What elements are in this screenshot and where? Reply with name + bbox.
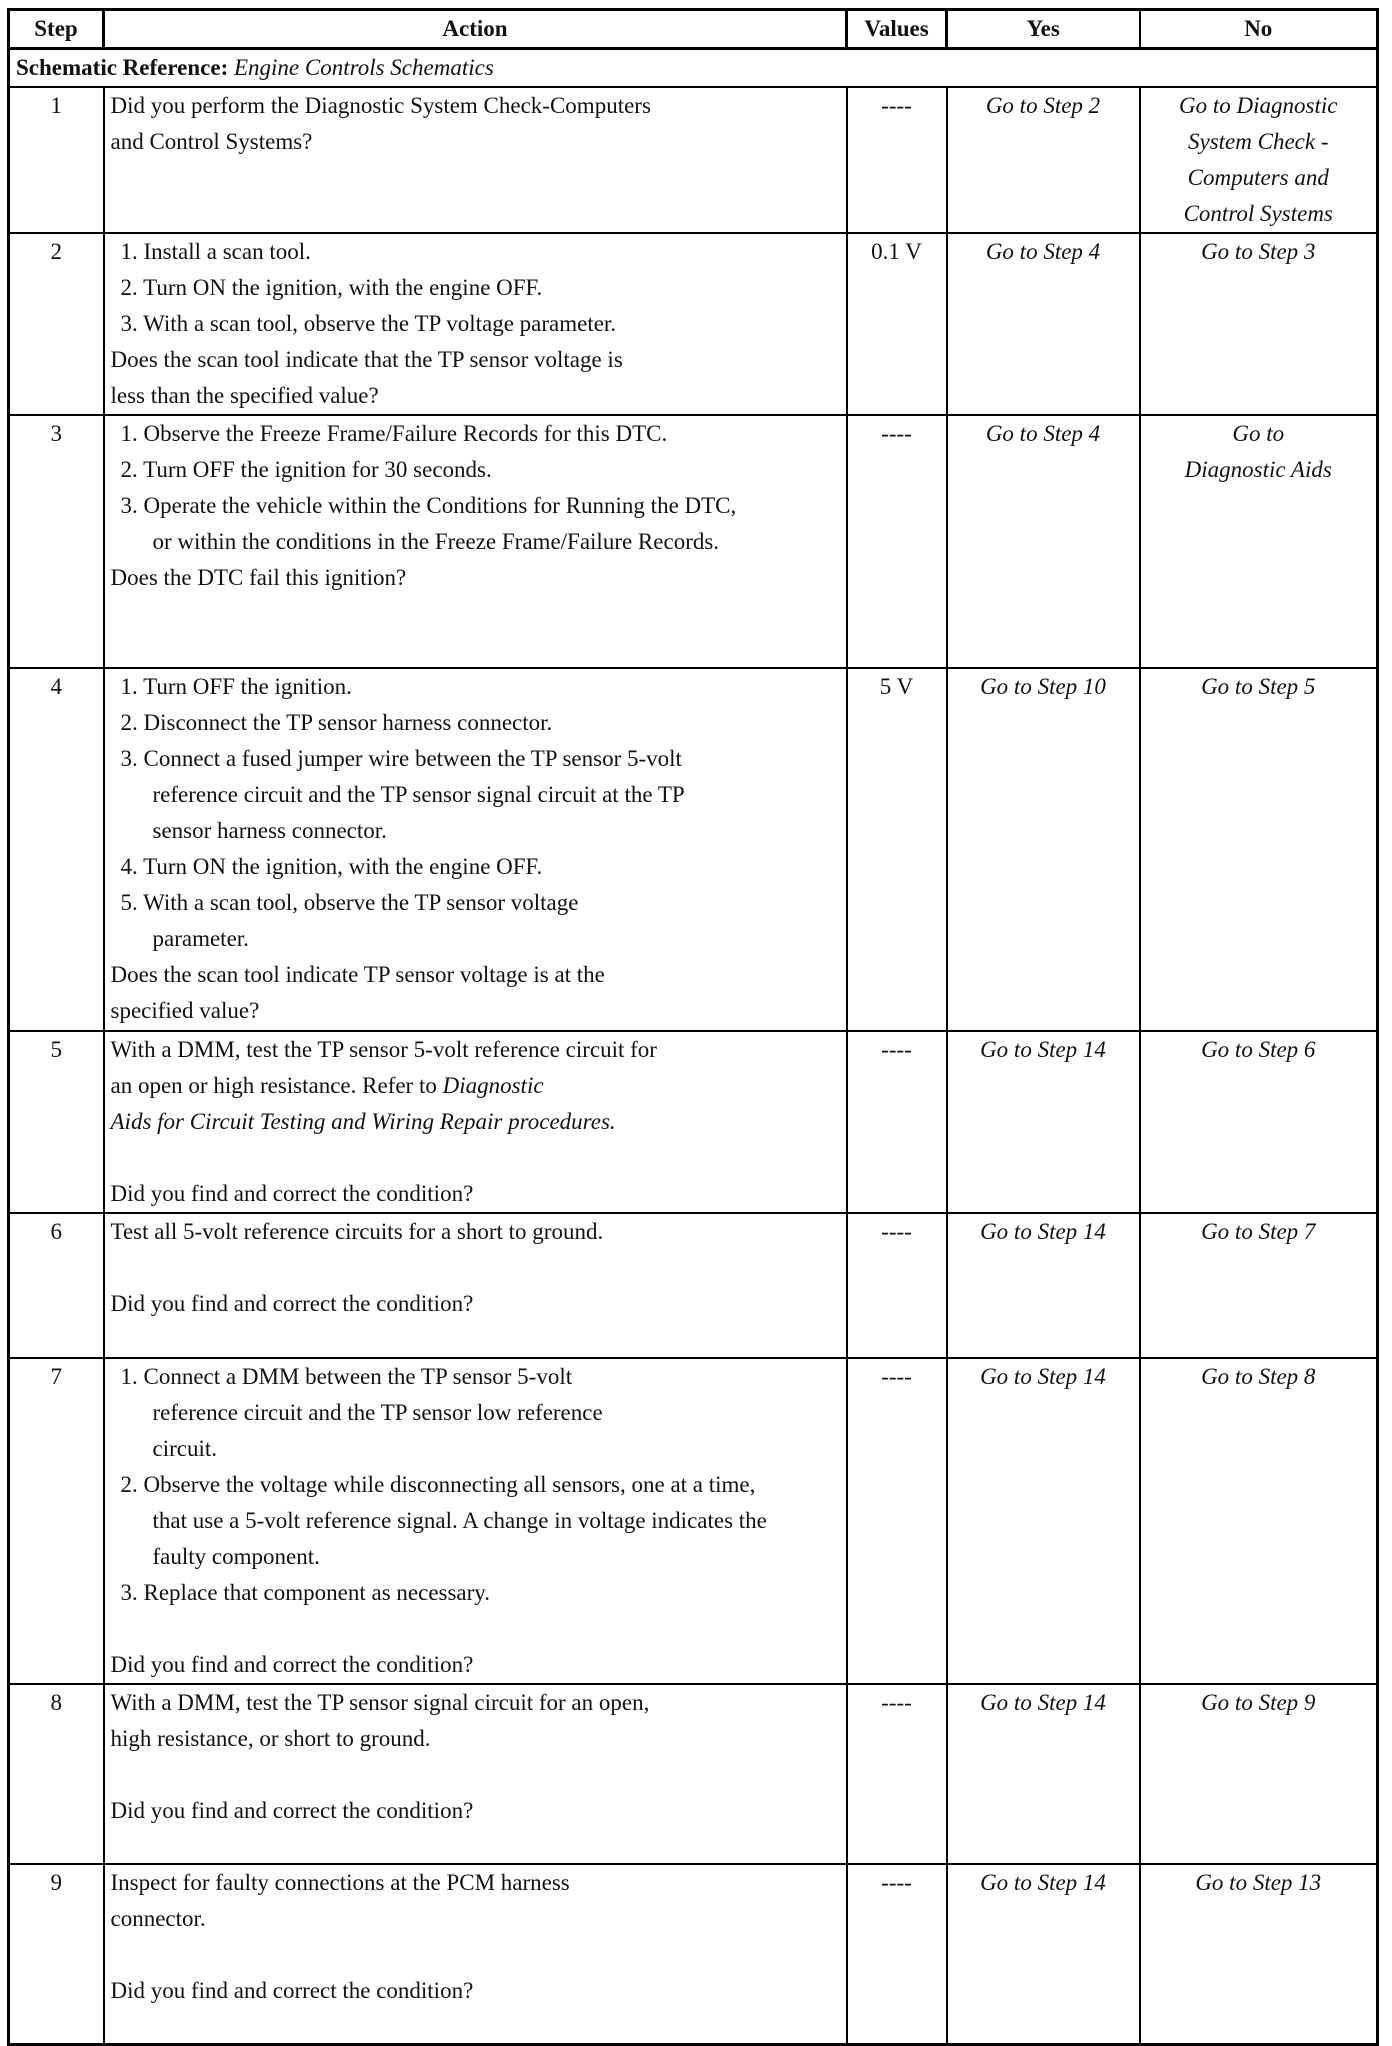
diagnostic-table (7, 8, 1379, 2046)
action-cell (104, 87, 847, 233)
table-row (9, 233, 1378, 415)
yes-link[interactable]: Go to Step 14 (947, 1358, 1140, 1684)
schematic-label: Schematic Reference: (16, 55, 229, 80)
value-cell: ---- (847, 1358, 947, 1684)
step-item: 2. Disconnect the TP sensor harness connector. (120, 710, 553, 735)
no-link[interactable]: Go to Step 5 (1140, 668, 1378, 1031)
procedure-link[interactable]: Aids for Circuit Testing and Wiring Repair procedures. (110, 1109, 616, 1134)
question-line: Did you find and correct the condition? (110, 1652, 474, 1677)
header-action: Action (104, 10, 847, 49)
schematic-row (9, 49, 1378, 88)
yes-link[interactable]: Go to Step 14 (947, 1031, 1140, 1213)
question-line: Does the scan tool indicate that the TP sensor voltage is (110, 347, 623, 372)
question-line: Does the DTC fail this ignition? (110, 565, 407, 590)
step-item: 5. With a scan tool, observe the TP sensor voltage parameter. (120, 890, 579, 951)
step-item: 1. Connect a DMM between the TP sensor 5-volt reference circuit and the TP sensor low reference circuit. (120, 1364, 603, 1461)
value-cell: 0.1 V (847, 233, 947, 415)
yes-link[interactable]: Go to Step 14 (947, 1213, 1140, 1358)
diagnostic-aids-link[interactable]: Diagnostic (442, 1073, 544, 1098)
action-cell (104, 415, 847, 668)
action-cell (104, 1213, 847, 1358)
step-list (111, 1359, 840, 1611)
value-cell: ---- (847, 1864, 947, 2044)
value-cell: 5 V (847, 668, 947, 1031)
text-line: high resistance, or short to ground. (110, 1726, 431, 1751)
no-link[interactable]: Go to Step 6 (1140, 1031, 1378, 1213)
action-cell (104, 1358, 847, 1684)
step-list (111, 416, 840, 560)
action-cell (104, 668, 847, 1031)
text-line (111, 1068, 840, 1104)
question-line: less than the specified value? (110, 383, 379, 408)
spacer (111, 1611, 840, 1647)
question-line: and Control Systems? (110, 129, 313, 154)
table-row (9, 1213, 1378, 1358)
text-line-plain: an open or high resistance. Refer to (110, 1073, 437, 1098)
action-cell (104, 1864, 847, 2044)
spacer (111, 1937, 840, 1973)
step-number: 1 (9, 87, 104, 233)
no-link[interactable]: Go to Step 3 (1140, 233, 1378, 415)
action-cell (104, 1684, 847, 1864)
question-line: specified value? (110, 998, 260, 1023)
table-row (9, 668, 1378, 1031)
value-cell: ---- (847, 1684, 947, 1864)
yes-link[interactable]: Go to Step 2 (947, 87, 1140, 233)
step-number: 9 (9, 1864, 104, 2044)
step-number: 5 (9, 1031, 104, 1213)
step-item: 3. Operate the vehicle within the Conditions for Running the DTC, or within the conditions in the Freeze Frame/Failure Records. (120, 493, 737, 554)
step-item: 3. With a scan tool, observe the TP voltage parameter. (120, 311, 617, 336)
no-line: System Check - (1188, 129, 1329, 154)
yes-link[interactable]: Go to Step 4 (947, 415, 1140, 668)
step-item: 2. Observe the voltage while disconnecting all sensors, one at a time, that use a 5-volt reference signal. A change in voltage indicates the faulty component. (120, 1472, 767, 1569)
step-item: 1. Install a scan tool. (120, 239, 311, 264)
step-item: 3. Connect a fused jumper wire between the TP sensor 5-volt reference circuit and the TP sensor signal circuit at the TP sensor harness connector. (120, 746, 684, 843)
table-row (9, 1864, 1378, 2044)
step-list (111, 669, 840, 957)
no-link[interactable] (1140, 87, 1378, 233)
value-cell: ---- (847, 415, 947, 668)
no-link[interactable]: Go to Step 7 (1140, 1213, 1378, 1358)
yes-link[interactable]: Go to Step 14 (947, 1684, 1140, 1864)
no-line: Go to (1232, 421, 1285, 446)
text-line: Test all 5-volt reference circuits for a short to ground. (110, 1219, 604, 1244)
step-item: 1. Turn OFF the ignition. (120, 674, 352, 699)
question-line: Did you find and correct the condition? (110, 1181, 474, 1206)
no-link[interactable]: Go to Step 13 (1140, 1864, 1378, 2044)
header-values: Values (847, 10, 947, 49)
spacer (111, 1140, 840, 1176)
question-line: Did you find and correct the condition? (110, 1798, 474, 1823)
spacer (111, 1757, 840, 1793)
yes-link[interactable]: Go to Step 14 (947, 1864, 1140, 2044)
table-row (9, 1031, 1378, 1213)
step-number: 6 (9, 1213, 104, 1358)
text-line: connector. (110, 1906, 206, 1931)
no-line: Diagnostic Aids (1184, 457, 1332, 482)
step-number: 3 (9, 415, 104, 668)
step-item: 4. Turn ON the ignition, with the engine OFF. (120, 854, 543, 879)
value-cell: ---- (847, 87, 947, 233)
step-number: 4 (9, 668, 104, 1031)
spacer (111, 1250, 840, 1286)
schematic-reference (9, 49, 1378, 88)
schematic-link[interactable]: Engine Controls Schematics (233, 55, 494, 80)
step-item: 2. Turn OFF the ignition for 30 seconds. (120, 457, 492, 482)
question-line: Did you find and correct the condition? (110, 1978, 474, 2003)
value-cell: ---- (847, 1031, 947, 1213)
header-yes: Yes (947, 10, 1140, 49)
text-line: With a DMM, test the TP sensor signal circuit for an open, (110, 1690, 650, 1715)
step-number: 7 (9, 1358, 104, 1684)
step-item: 3. Replace that component as necessary. (120, 1580, 491, 1605)
no-line: Computers and (1187, 165, 1329, 190)
question-line: Does the scan tool indicate TP sensor voltage is at the (110, 962, 605, 987)
yes-link[interactable]: Go to Step 4 (947, 233, 1140, 415)
action-cell (104, 1031, 847, 1213)
no-link[interactable]: Go to Step 8 (1140, 1358, 1378, 1684)
header-no: No (1140, 10, 1378, 49)
step-number: 2 (9, 233, 104, 415)
yes-link[interactable]: Go to Step 10 (947, 668, 1140, 1031)
question-line: Did you find and correct the condition? (110, 1291, 474, 1316)
table-row (9, 87, 1378, 233)
table-row (9, 1358, 1378, 1684)
action-cell (104, 233, 847, 415)
no-line: Control Systems (1183, 201, 1333, 226)
header-step: Step (9, 10, 104, 49)
step-list (111, 234, 840, 342)
step-number: 8 (9, 1684, 104, 1864)
no-line: Go to Diagnostic (1179, 93, 1338, 118)
table-row (9, 415, 1378, 668)
value-cell: ---- (847, 1213, 947, 1358)
text-line: With a DMM, test the TP sensor 5-volt reference circuit for (110, 1037, 657, 1062)
text-line: Inspect for faulty connections at the PCM harness (110, 1870, 570, 1895)
table-row (9, 1684, 1378, 1864)
question-line: Did you perform the Diagnostic System Check-Computers (110, 93, 651, 118)
header-row (9, 10, 1378, 49)
step-item: 2. Turn ON the ignition, with the engine OFF. (120, 275, 543, 300)
no-link[interactable] (1140, 415, 1378, 668)
step-item: 1. Observe the Freeze Frame/Failure Records for this DTC. (120, 421, 668, 446)
no-link[interactable]: Go to Step 9 (1140, 1684, 1378, 1864)
